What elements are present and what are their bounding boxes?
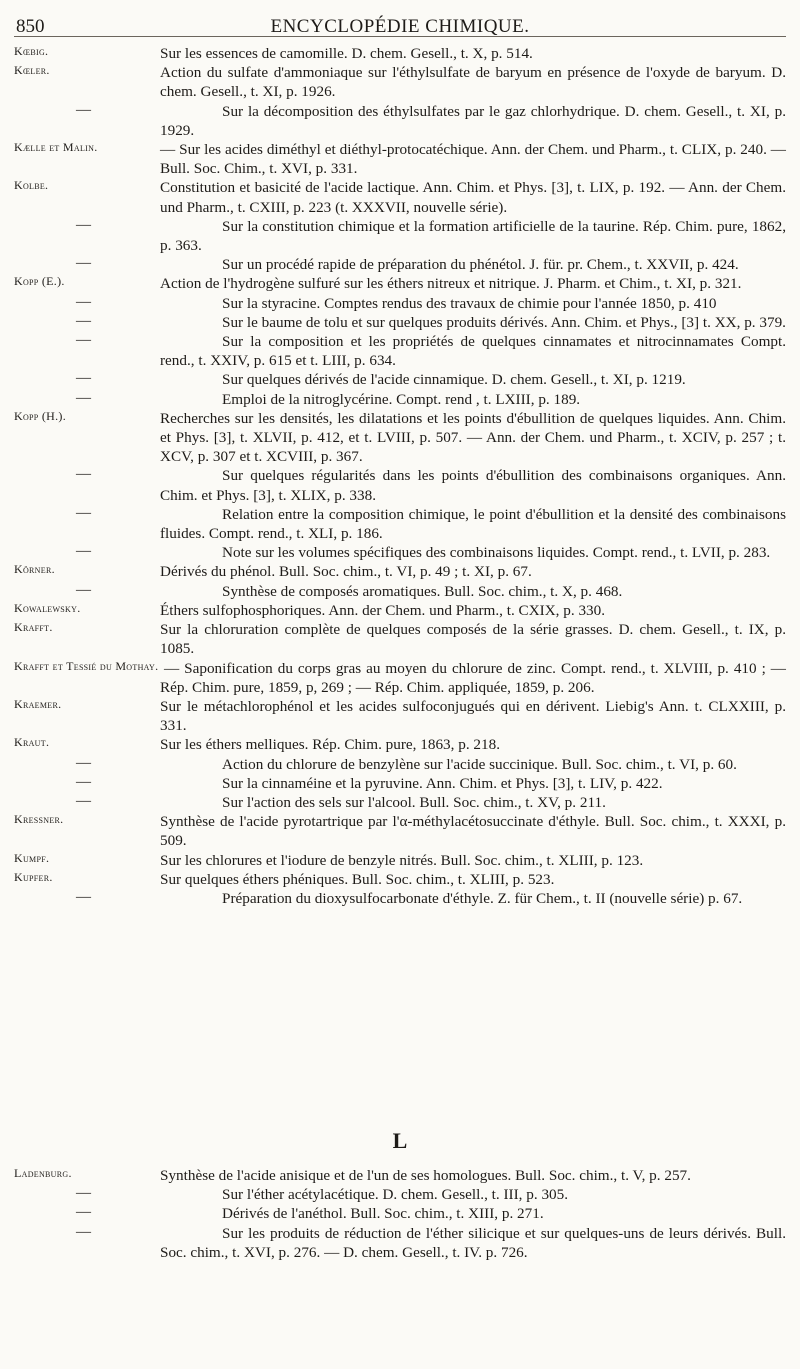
entry-author: —: [76, 370, 92, 387]
entry-text: Action de l'hydrogène sulfuré sur les éthers nitreux et nitrique. J. Pharm. et Chim., t. XI, p. 321.: [160, 275, 742, 293]
bibliography-entry: [14, 332, 786, 370]
bibliography-entry: [14, 735, 786, 754]
entry-text: Sur les chlorures et l'iodure de benzyle nitrés. Bull. Soc. chim., t. XLIII, p. 123.: [160, 851, 644, 869]
bibliography-list-l: [14, 1166, 786, 1262]
bibliography-entry: [14, 562, 786, 581]
entry-author: Kœbig.: [14, 44, 49, 58]
entry-text: Constitution et basicité de l'acide lactique. Ann. Chim. et Phys. [3], t. LIX, p. 192. — Ann. der Chem. und Pharm., t. CXIII, p. 223 (t. XXXVII, nouvelle série).: [160, 179, 786, 216]
entry-author: —: [76, 101, 92, 118]
entry-text: Synthèse de composés aromatiques. Bull. Soc. chim., t. X, p. 468.: [222, 582, 623, 600]
entry-author: Kraemer.: [14, 696, 62, 711]
entry-text: Sur les essences de camomille. D. chem. Gesell., t. X, p. 514.: [160, 45, 533, 62]
bibliography-entry: [14, 255, 786, 274]
bibliography-entry: [14, 390, 786, 409]
entry-author: Krafft.: [14, 620, 53, 635]
entry-text: Action du sulfate d'ammoniaque sur l'éthylsulfate de baryum en présence de l'oxyde de baryum. D. chem. Gesell., t. XI, p. 1926.: [160, 64, 786, 101]
entry-author: Kœler.: [14, 63, 50, 78]
entry-text: Sur la composition et les propriétés de quelques cinnamates et nitrocinnamates Compt. rend., t. XXIV, p. 615 et t. LIII, p. 634.: [160, 333, 786, 370]
bibliography-entry: [14, 313, 786, 332]
bibliography-entry: [14, 793, 786, 812]
entry-author: —: [76, 581, 92, 598]
bibliography-entry: [14, 870, 786, 889]
bibliography-entry: [14, 178, 786, 216]
entry-author: Kraut.: [14, 735, 50, 750]
bibliography-entry: [14, 812, 786, 850]
entry-author: Kowalewsky.: [14, 600, 81, 615]
entry-text: Emploi de la nitroglycérine. Compt. rend , t. LXIII, p. 189.: [222, 390, 581, 408]
entry-text: — Saponification du corps gras au moyen du chlorure de zinc. Compt. rend., t. XLVIII, p. 410 ; — Rép. Chim. pure, 1859, p, 269 ; — Rép. Chim. appliquée, 1859, p. 206.: [160, 659, 786, 696]
entry-author: —: [76, 773, 92, 790]
bibliography-entry: [14, 755, 786, 774]
bibliography-entry: [14, 851, 786, 870]
entry-author: Kumpf.: [14, 850, 50, 865]
entry-text: Dérivés du phénol. Bull. Soc. chim., t. VI, p. 49 ; t. XI, p. 67.: [160, 563, 532, 581]
entry-text: — Sur les acides diméthyl et diéthyl-protocatéchique. Ann. der Chem. und Pharm., t. CLIX, p. 240. — Bull. Soc. Chim., t. XVI, p. 331.: [160, 141, 786, 178]
entry-text: Sur les éthers melliques. Rép. Chim. pure, 1863, p. 218.: [160, 736, 500, 754]
entry-text: Sur quelques régularités dans les points d'ébullition des combinaisons organiques. Ann. Chim. et Phys. [3], t. XLIX, p. 338.: [160, 467, 786, 504]
bibliography-entry: [14, 274, 786, 293]
bibliography-entry: [14, 1166, 786, 1185]
bibliography-entry: [14, 601, 786, 620]
bibliography-entry: [14, 140, 786, 178]
entry-author: Krafft et Tessié du Mothay.: [14, 658, 159, 673]
entry-text: Sur quelques éthers phéniques. Bull. Soc. chim., t. XLIII, p. 523.: [160, 870, 555, 888]
entry-text: Sur la constitution chimique et la formation artificielle de la taurine. Rép. Chim. pure, 1862, p. 363.: [160, 217, 786, 255]
entry-author: —: [76, 792, 92, 809]
entry-text: Sur la décomposition des éthylsulfates par le gaz chlorhydrique. D. chem. Gesell., t. XI, p. 1929.: [160, 102, 786, 139]
entry-author: Körner.: [14, 562, 55, 577]
entry-text: Sur un procédé rapide de préparation du phénétol. J. für. pr. Chem., t. XXVII, p. 424.: [222, 256, 739, 274]
entry-author: Kolbe.: [14, 178, 49, 193]
entry-author: —: [76, 543, 92, 560]
entry-author: —: [76, 389, 92, 406]
bibliography-entry: [14, 505, 786, 543]
bibliography-entry: [14, 697, 786, 735]
bibliography-entry: [14, 294, 786, 313]
entry-author: —: [76, 466, 92, 483]
entry-author: —: [76, 312, 92, 329]
entry-text: Sur les produits de réduction de l'éther silicique et sur quelques-uns de leurs dérivés. Bull. Soc. chim., t. XVI, p. 276. — D. chem. Gesell., t. IV. p. 726.: [160, 1224, 786, 1261]
entry-author: Ladenburg.: [14, 1166, 72, 1180]
entry-text: Synthèse de l'acide anisique et de l'un de ses homologues. Bull. Soc. chim., t. V, p. 257.: [160, 1167, 691, 1184]
entry-text: Sur la chloruration complète de quelques composés de la série grasses. D. chem. Gesell., t. IX, p. 1085.: [160, 621, 786, 658]
bibliography-entry: [14, 44, 786, 63]
entry-text: Sur l'éther acétylacétique. D. chem. Gesell., t. III, p. 305.: [222, 1186, 569, 1204]
bibliography-entry: [14, 774, 786, 793]
bibliography-entry: [14, 620, 786, 658]
bibliography-entry: [14, 659, 786, 697]
entry-text: Préparation du dioxysulfocarbonate d'éthyle. Z. für Chem., t. II (nouvelle série) p. 67.: [222, 889, 743, 907]
page-number: 850: [16, 16, 45, 37]
bibliography-entry: [14, 370, 786, 389]
entry-author: —: [76, 754, 92, 771]
section-letter: L: [392, 1128, 408, 1153]
bibliography-entry: [14, 889, 786, 908]
entry-text: Sur quelques dérivés de l'acide cinnamique. D. chem. Gesell., t. XI, p. 1219.: [222, 371, 686, 389]
bibliography-entry: [14, 217, 786, 255]
entry-author: —: [76, 504, 92, 521]
entry-author: —: [76, 293, 92, 310]
entry-author: —: [76, 888, 92, 905]
running-head: ENCYCLOPÉDIE CHIMIQUE.: [270, 16, 530, 37]
entry-author: —: [76, 1185, 92, 1202]
bibliography-entry: [14, 1185, 786, 1204]
bibliography-entry: [14, 63, 786, 101]
entry-author: —: [76, 255, 92, 272]
bibliography-entry: [14, 466, 786, 504]
entry-text: Action du chlorure de benzylène sur l'acide succinique. Bull. Soc. chim., t. VI, p. 60.: [222, 755, 737, 773]
entry-author: —: [76, 332, 92, 349]
bibliography-entry: [14, 582, 786, 601]
entry-text: Sur le métachlorophénol et les acides sulfoconjugués qui en dérivent. Liebig's Ann. t. CLXXIII, p. 331.: [160, 697, 786, 735]
entry-author: —: [76, 216, 92, 233]
bibliography-entry: [14, 543, 786, 562]
entry-text: Relation entre la composition chimique, le point d'ébullition et la densité des combinaisons fluides. Compt. rend., t. XLI, p. 186.: [160, 505, 786, 543]
bibliography-entry: [14, 102, 786, 140]
entry-author: Kupfer.: [14, 869, 53, 884]
entry-text: Sur le baume de tolu et sur quelques produits dérivés. Ann. Chim. et Phys., [3] t. XX, p. 379.: [222, 313, 786, 331]
bibliography-entry: [14, 409, 786, 467]
bibliography-list-k: [14, 44, 786, 908]
page-header: [14, 14, 786, 42]
entry-text: Synthèse de l'acide pyrotartrique par l'α-méthylacétosuccinate d'éthyle. Bull. Soc. chim., t. XXXI, p. 509.: [160, 813, 786, 850]
entry-author: —: [76, 1204, 92, 1221]
entry-text: Éthers sulfophosphoriques. Ann. der Chem. und Pharm., t. CXIX, p. 330.: [160, 601, 606, 619]
entry-author: Kælle et Malin.: [14, 140, 98, 155]
entry-author: Kopp (H.).: [14, 408, 66, 423]
entry-author: Kressner.: [14, 812, 64, 827]
bibliography-entry: [14, 1224, 786, 1262]
entry-author: Kopp (E.).: [14, 274, 65, 289]
header-rule: [14, 36, 786, 37]
entry-text: Sur la styracine. Comptes rendus des travaux de chimie pour l'année 1850, p. 410: [222, 294, 717, 312]
entry-text: Dérivés de l'anéthol. Bull. Soc. chim., t. XIII, p. 271.: [222, 1205, 544, 1223]
entry-text: Recherches sur les densités, les dilatations et les points d'ébullition de quelques liquides. Ann. Chim. et Phys. [3], t. XLVII, p. 412, et t. LVIII, p. 507. — Ann. der Chem. und Pharm., t. XCIV, p. 257 ; t. XCV, p. 307 et t. XCVIII, p. 367.: [160, 409, 786, 466]
entry-text: Sur l'action des sels sur l'alcool. Bull. Soc. chim., t. XV, p. 211.: [222, 793, 606, 811]
entry-text: Sur la cinnaméine et la pyruvine. Ann. Chim. et Phys. [3], t. LIV, p. 422.: [222, 774, 663, 792]
bibliography-entry: [14, 1204, 786, 1223]
entry-text: Note sur les volumes spécifiques des combinaisons liquides. Compt. rend., t. LVII, p. 283.: [222, 544, 771, 562]
entry-author: —: [76, 1223, 92, 1240]
